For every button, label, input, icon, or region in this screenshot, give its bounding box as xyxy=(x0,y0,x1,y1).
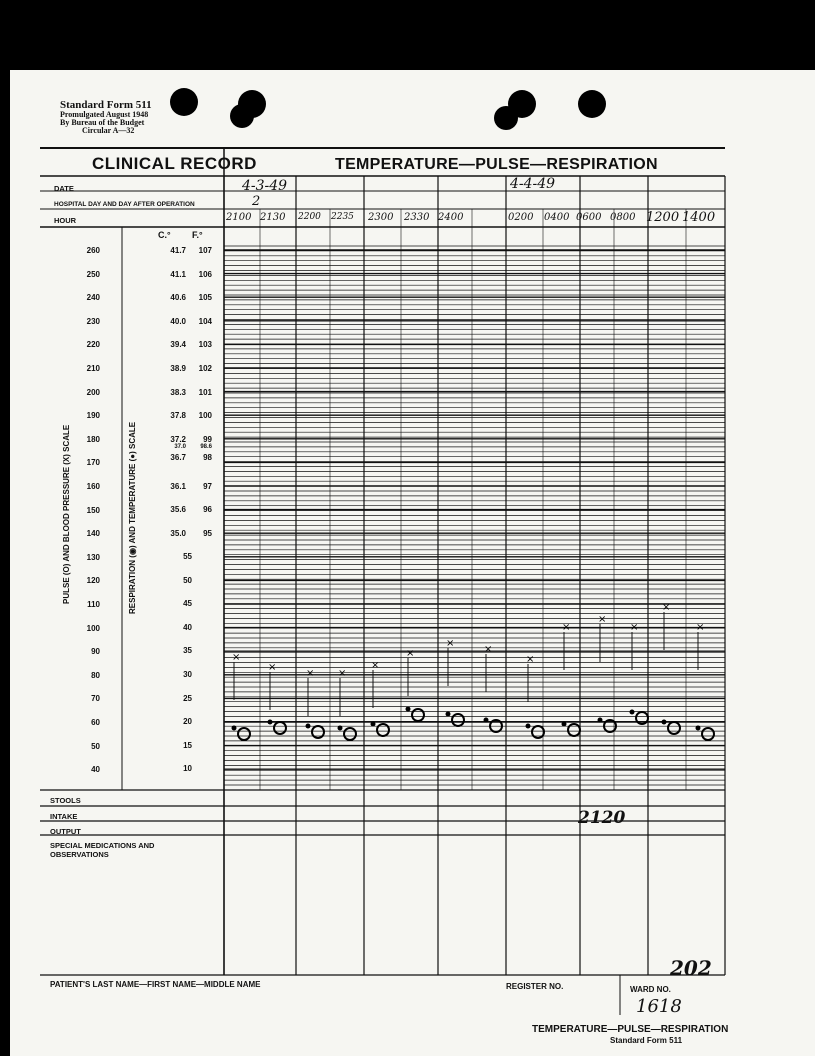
celsius-tick-label: 40.0 xyxy=(170,316,186,326)
footer-form-name: Standard Form 511 xyxy=(610,1036,683,1045)
hour-cell: 2400 xyxy=(438,212,464,223)
temp-mark xyxy=(630,710,635,715)
date-entry-1: 4-3-49 xyxy=(242,178,288,194)
hour-cell: 2130 xyxy=(260,212,286,223)
fahrenheit-tick-label: 101 xyxy=(198,387,212,397)
respiration-tick-label: 55 xyxy=(183,552,192,561)
pulse-tick-label: 160 xyxy=(86,482,100,491)
hour-cell: 0400 xyxy=(544,212,570,223)
celsius-tick-label: 41.7 xyxy=(170,246,186,255)
respiration-tick-label: 10 xyxy=(183,764,192,774)
pulse-tick-label: 200 xyxy=(86,387,100,397)
bp-mark: × xyxy=(306,668,315,679)
fahrenheit-tick-label: 95 xyxy=(203,529,212,538)
observations-label: OBSERVATIONS xyxy=(50,850,109,859)
bp-mark: × xyxy=(484,644,493,655)
pulse-tick-label: 180 xyxy=(86,434,100,444)
temp-mark xyxy=(562,722,567,727)
pulse-tick-label: 40 xyxy=(91,765,100,775)
hour-cell: 2200 xyxy=(298,212,321,222)
bp-mark: × xyxy=(406,648,415,659)
pulse-tick-label: 130 xyxy=(86,552,100,562)
celsius-tick-label: 35.6 xyxy=(170,505,186,515)
celsius-tick-label: 40.6 xyxy=(170,293,186,303)
patient-name-label: PATIENT'S LAST NAME—FIRST NAME—MIDDLE NAME xyxy=(50,980,261,989)
bp-mark: × xyxy=(662,602,671,613)
hour-cell: 2100 xyxy=(226,212,252,223)
pulse-tick-label: 150 xyxy=(86,505,100,515)
pulse-tick-label: 140 xyxy=(86,529,100,539)
form-circular: Circular A—32 xyxy=(82,126,135,135)
bp-mark: × xyxy=(526,654,535,665)
celsius-tick-label: 37.8 xyxy=(170,411,186,421)
pulse-tick-label: 220 xyxy=(86,340,100,350)
hour-cell: 0800 xyxy=(610,212,636,223)
temp-mark xyxy=(306,724,311,729)
fahrenheit-tick-label: 98.6 xyxy=(200,444,212,450)
clinical-record-sheet xyxy=(10,70,815,1056)
pulse-tick-label: 70 xyxy=(91,694,100,704)
hour-cell: 2330 xyxy=(404,212,430,223)
celsius-header: C.° xyxy=(158,230,171,240)
pulse-tick-label: 250 xyxy=(86,269,100,279)
pulse-mark xyxy=(668,722,680,734)
stools-label: STOOLS xyxy=(50,796,81,805)
fahrenheit-tick-label: 103 xyxy=(198,340,212,350)
fahrenheit-tick-label: 104 xyxy=(198,316,212,326)
celsius-tick-label: 37.2 xyxy=(170,434,186,444)
temp-mark xyxy=(662,720,667,725)
hour-cell: 0600 xyxy=(576,212,602,223)
hour-cell: 2300 xyxy=(368,212,394,223)
ward-label: WARD NO. xyxy=(630,985,671,994)
pulse-tick-label: 100 xyxy=(86,623,100,633)
celsius-tick-label: 36.1 xyxy=(170,481,186,491)
fahrenheit-tick-label: 107 xyxy=(198,246,212,255)
respiration-tick-label: 40 xyxy=(183,622,192,632)
respiration-tick-label: 15 xyxy=(183,740,192,750)
pulse-tick-label: 90 xyxy=(91,647,100,657)
bp-mark: × xyxy=(696,622,705,633)
output-label: OUTPUT xyxy=(50,827,81,836)
temp-mark xyxy=(268,720,273,725)
clinical-record-title: CLINICAL RECORD xyxy=(92,154,257,173)
bp-mark: × xyxy=(268,662,277,673)
pulse-tick-label: 120 xyxy=(86,576,100,586)
intake-label: INTAKE xyxy=(50,812,78,821)
hour-label: HOUR xyxy=(54,216,77,225)
celsius-tick-label: 38.3 xyxy=(170,387,186,397)
bp-mark: × xyxy=(446,638,455,649)
room-number-entry: 202 xyxy=(670,956,712,980)
respiration-tick-label: 25 xyxy=(183,693,192,703)
register-label: REGISTER NO. xyxy=(506,982,564,991)
respiration-tick-label: 30 xyxy=(183,670,192,679)
form-promulgated: Promulgated August 1948 xyxy=(60,110,149,119)
pulse-tick-label: 80 xyxy=(91,670,100,680)
form-name: Standard Form 511 xyxy=(60,99,152,111)
temp-mark xyxy=(696,726,701,731)
fahrenheit-tick-label: 102 xyxy=(198,364,212,373)
celsius-tick-label: 36.7 xyxy=(170,453,186,462)
pulse-mark xyxy=(412,709,424,721)
pulse-scale-label: PULSE (O) AND BLOOD PRESSURE (X) SCALE xyxy=(62,424,71,604)
temp-mark xyxy=(371,722,376,727)
fahrenheit-tick-label: 98 xyxy=(203,453,212,462)
pulse-mark xyxy=(344,728,356,740)
pulse-tick-label: 230 xyxy=(86,316,100,326)
temp-mark xyxy=(446,712,451,717)
fahrenheit-tick-label: 99 xyxy=(203,434,212,444)
pulse-mark xyxy=(702,728,714,740)
bp-mark: × xyxy=(232,652,241,663)
pulse-tick-label: 170 xyxy=(86,458,100,468)
bp-mark: × xyxy=(338,668,347,679)
temp-mark xyxy=(484,718,489,723)
temp-mark xyxy=(598,718,603,723)
pulse-tick-label: 50 xyxy=(91,741,100,751)
respiration-tick-label: 45 xyxy=(183,599,192,609)
pulse-mark xyxy=(274,722,286,734)
temp-mark xyxy=(232,726,237,731)
respiration-tick-label: 50 xyxy=(183,575,192,585)
hour-cell: 1200 xyxy=(646,210,680,225)
medications-label: SPECIAL MEDICATIONS AND xyxy=(50,841,155,850)
tpr-title: TEMPERATURE—PULSE—RESPIRATION xyxy=(335,156,658,173)
temp-mark xyxy=(406,707,411,712)
hospital-day-entry: 2 xyxy=(252,194,261,209)
celsius-tick-label: 35.0 xyxy=(170,529,186,538)
pulse-mark xyxy=(377,724,389,736)
intake-entry: 2120 xyxy=(578,808,626,828)
pulse-mark xyxy=(568,724,580,736)
fahrenheit-header: F.° xyxy=(192,230,203,240)
form-bureau: By Bureau of the Budget xyxy=(60,118,145,127)
pulse-mark xyxy=(238,728,250,740)
fahrenheit-tick-label: 96 xyxy=(203,505,212,515)
pulse-mark xyxy=(452,714,464,726)
respiration-tick-label: 35 xyxy=(183,646,192,656)
tpr-grid xyxy=(10,70,815,1056)
temp-mark xyxy=(338,726,343,731)
hour-cell: 1400 xyxy=(682,210,716,225)
bp-mark: × xyxy=(598,614,607,625)
hospital-day-label: HOSPITAL DAY AND DAY AFTER OPERATION xyxy=(54,201,195,208)
pulse-tick-label: 190 xyxy=(86,411,100,421)
bp-mark: × xyxy=(562,622,571,633)
fahrenheit-tick-label: 100 xyxy=(198,411,212,421)
temp-mark xyxy=(526,724,531,729)
celsius-tick-label: 38.9 xyxy=(170,364,186,373)
date-entry-2: 4-4-49 xyxy=(510,176,556,192)
date-label: DATE xyxy=(54,184,74,193)
celsius-tick-label: 41.1 xyxy=(170,269,186,279)
hour-cell: 2235 xyxy=(331,212,354,222)
fahrenheit-tick-label: 106 xyxy=(198,269,212,279)
fahrenheit-tick-label: 105 xyxy=(198,293,212,303)
ward-number-entry: 1618 xyxy=(636,996,682,1017)
fahrenheit-tick-label: 97 xyxy=(203,481,212,491)
pulse-tick-label: 60 xyxy=(91,718,100,727)
celsius-tick-label: 39.4 xyxy=(170,340,186,350)
pulse-tick-label: 260 xyxy=(86,246,100,255)
resp-temp-scale-label: RESPIRATION (◉) AND TEMPERATURE (●) SCALE xyxy=(128,421,137,614)
pulse-tick-label: 110 xyxy=(87,600,100,609)
celsius-tick-label: 37.0 xyxy=(174,444,186,450)
pulse-tick-label: 240 xyxy=(86,293,100,303)
footer-form-title: TEMPERATURE—PULSE—RESPIRATION xyxy=(532,1024,729,1035)
pulse-tick-label: 210 xyxy=(86,364,100,373)
bp-mark: × xyxy=(371,660,380,671)
respiration-tick-label: 20 xyxy=(183,717,192,727)
hour-cell: 0200 xyxy=(508,212,534,223)
bp-mark: × xyxy=(630,622,639,633)
